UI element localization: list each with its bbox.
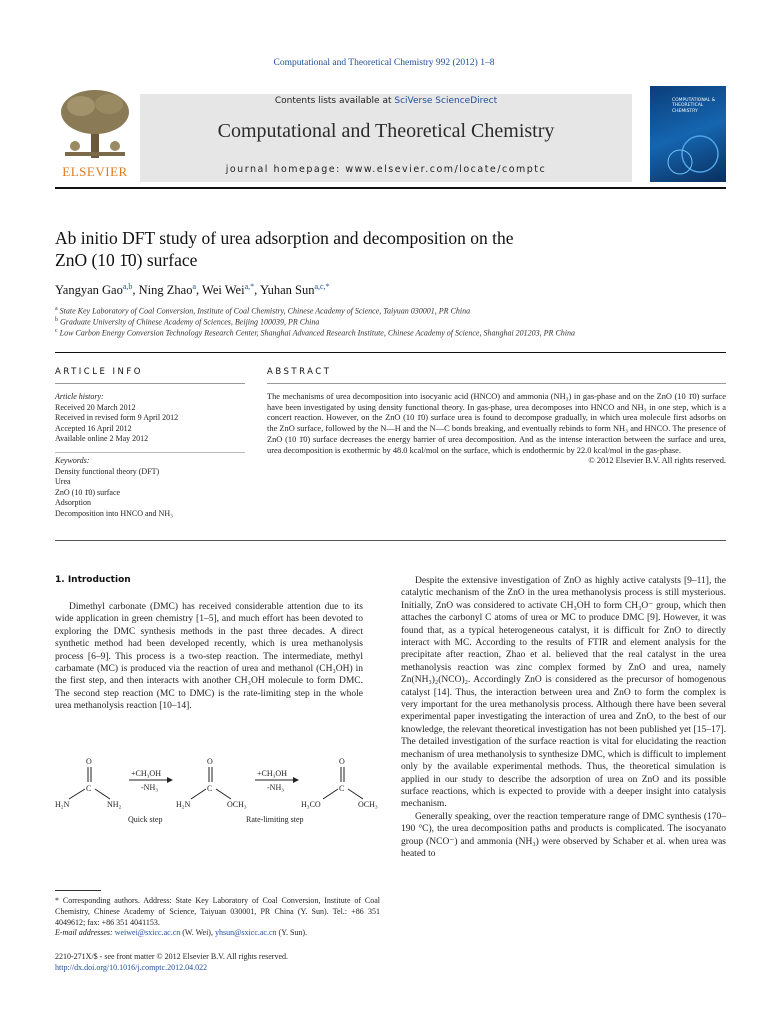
email-owner: (W. Wei),: [180, 928, 215, 938]
cover-graphic: [650, 126, 726, 182]
intro-right-column: [401, 575, 726, 860]
title-line-1: Ab initio DFT study of urea adsorption and decomposition on the: [55, 228, 514, 248]
affiliation-text: State Key Laboratory of Coal Conversion, Institute of Coal Chemistry, Chinese Academy of Science, Taiyuan 030001, PR China: [59, 306, 471, 316]
email-link[interactable]: weiwei@sxicc.ac.cn: [114, 928, 181, 938]
publisher-name: ELSEVIER: [62, 164, 128, 179]
amine-label: H₂N: [55, 800, 70, 809]
title-line-2: ZnO (10 1̄0) surface: [55, 250, 198, 270]
contents-prefix: Contents lists available at: [274, 96, 395, 106]
corresponding-author-footnote: [55, 896, 380, 939]
affiliation-mark: b: [55, 317, 58, 323]
masthead-rule: [55, 187, 726, 189]
abstract-heading: ABSTRACT: [267, 367, 332, 377]
oxygen-label: O: [339, 757, 345, 766]
corresponding-author-text: * Corresponding authors. Address: State Key Laboratory of Coal Conversion, Institute of Coal Chemistry, Chinese Academy of Science, Taiyuan 030001, PR China (Y. Sun). Tel.: +86 351 4049612; fax: +86 351 4041153.: [55, 896, 380, 927]
keyword-item: ZnO (10 1̄0) surface: [55, 487, 121, 497]
abstract-body: [267, 392, 726, 467]
abstract-copyright: © 2012 Elsevier B.V. All rights reserved.: [588, 456, 726, 466]
author-affiliation-mark[interactable]: a,b: [122, 282, 133, 291]
doi-link[interactable]: http://dx.doi.org/10.1016/j.comptc.2012.04.022: [55, 962, 208, 972]
keyword-item: Urea: [55, 477, 71, 487]
section-heading: 1. Introduction: [55, 575, 131, 585]
carbon-label: C: [86, 784, 92, 793]
quick-step-label: Quick step: [128, 815, 163, 824]
keyword-item: Adsorption: [55, 498, 91, 508]
author-name: Wei Wei: [202, 283, 245, 298]
article-info-heading: ARTICLE INFO: [55, 367, 143, 377]
sciencedirect-link[interactable]: SciVerse ScienceDirect: [394, 96, 498, 106]
keyword-item: Density functional theory (DFT): [55, 466, 160, 476]
paragraph: Generally speaking, over the reaction temperature range of DMC synthesis (170–190 °C), the urea decomposition paths and products is complicated. The isocyanato group (NCO⁻) and ammonia (NH₃) were observed by Schaber et al. when urea was heated to: [401, 811, 726, 859]
contents-line: [140, 96, 632, 106]
reagent-label: +CH₃OH: [131, 769, 161, 778]
journal-title: Computational and Theoretical Chemistry: [217, 120, 555, 142]
affiliation-mark: c: [55, 328, 58, 334]
amine-label: H₂N: [176, 800, 191, 809]
affiliation-text: Graduate University of Chinese Academy of Sciences, Beijing 100039, PR China: [60, 317, 320, 327]
author-list: [55, 282, 330, 298]
elsevier-logo: [55, 86, 135, 182]
article-info: [55, 392, 245, 520]
author-separator: ,: [254, 283, 260, 298]
article-info-rule: [55, 383, 245, 384]
oxygen-label: O: [207, 757, 213, 766]
keyword-item: Decomposition into HNCO and NH₃: [55, 508, 173, 518]
rate-limiting-step-label: Rate-limiting step: [246, 815, 304, 824]
affiliation-text: Low Carbon Energy Conversion Technology Research Center, Shanghai Advanced Research Institute, Chinese Academy of Science, Shanghai 201203, PR China: [59, 328, 575, 338]
carbon-label: C: [339, 784, 345, 793]
methoxy-label: H₃CO: [301, 800, 321, 809]
carbon-label: C: [207, 784, 213, 793]
header-bottom-rule: [55, 352, 726, 353]
affiliation-a: [55, 306, 735, 316]
reaction-scheme: [55, 755, 385, 825]
cover-title: COMPUTATIONAL & THEORETICAL CHEMISTRY: [672, 98, 716, 114]
author-affiliation-mark[interactable]: a,*: [244, 282, 255, 291]
author-separator: ,: [196, 283, 203, 298]
history-item: Received in revised form 9 April 2012: [55, 413, 179, 423]
intro-left-column: [55, 601, 363, 713]
paragraph: Dimethyl carbonate (DMC) has received considerable attention due to its wide application in green chemistry [1–5], and much effort has been devoted to exploring the DMC synthesis methods in the past three decades. A direct synthetic method had been developed recently, which is urea methanolysis process [6–9]. This process is a two-step reaction. The intermediate, methyl carbamate (MC) is produced via the reaction of urea and methanol (CH₃OH) in the first step, and then interacts with another CH₃OH molecule to form DMC. The second step reaction (MC to DMC) is the rate-limiting step in the whole urea methanolysis reaction [10–14].: [55, 602, 363, 712]
author-affiliation-mark[interactable]: a: [192, 282, 197, 291]
history-label: Article history:: [55, 392, 104, 401]
affiliation-mark: a: [55, 306, 58, 312]
author-affiliation-mark[interactable]: a,c,*: [314, 282, 330, 291]
journal-masthead: [140, 94, 632, 182]
email-line: [55, 928, 380, 939]
email-link[interactable]: yhsun@sxicc.ac.cn: [214, 928, 277, 938]
history-item: Available online 2 May 2012: [55, 434, 149, 444]
article-title: [55, 227, 655, 271]
body-top-rule: [55, 540, 726, 541]
email-label: E-mail addresses:: [55, 928, 113, 938]
author-name: Yuhan Sun: [259, 283, 315, 298]
byproduct-label: -NH₃: [141, 783, 159, 792]
journal-reference[interactable]: Computational and Theoretical Chemistry 992 (2012) 1–8: [273, 58, 495, 68]
affiliation-b: [55, 317, 735, 327]
author-name: Yangyan Gao: [55, 283, 123, 298]
abstract-rule: [267, 383, 726, 384]
history-item: Received 20 March 2012: [55, 402, 136, 412]
methoxy-label: OCH₃: [227, 800, 247, 809]
affiliation-c: [55, 328, 735, 338]
oxygen-label: O: [86, 757, 92, 766]
author-separator: ,: [132, 283, 139, 298]
history-item: Accepted 16 April 2012: [55, 423, 132, 433]
reagent-label: +CH₃OH: [257, 769, 287, 778]
issn-line: 2210-271X/$ - see front matter © 2012 Elsevier B.V. All rights reserved.: [55, 952, 288, 961]
info-divider: [55, 452, 245, 453]
author-name: Ning Zhao: [138, 283, 193, 298]
journal-homepage[interactable]: journal homepage: www.elsevier.com/locate/comptc: [225, 164, 547, 175]
email-owner: (Y. Sun).: [276, 928, 308, 938]
footnote-rule: [55, 890, 101, 891]
amine-label: NH₂: [107, 800, 122, 809]
methoxy-label: OCH₃: [358, 800, 378, 809]
paragraph: Despite the extensive investigation of ZnO as highly active catalysts [9–11], the catalytic mechanism of the ZnO in the urea methanolysis process is still mysterious. Initially, ZnO was considered to activate CH₃OH to form CH₃O⁻ group, which then attaches the carbonyl C atoms of urea or MC to produce DMC [9]. However, it was found that, as a typical heterogeneous catalyst, it is difficult for ZnO to directly interact with MC. According to the results of FTIR and element analysis for the precipitate after reaction, Zhao et al. believed that the real catalyst in the urea methanolysis reaction was zinc complex formed by ZnO and urea, namely Zn(NH₃)₂(NCO)₂. Accordingly ZnO is considered as the precursor of homogenous catalyst [14]. Thus, the interaction between urea and ZnO to form the complex is very important for the urea methanolysis process. Although there have been several experimental paper investigating the interaction of urea and ZnO, to the best of our knowledge, the relevant theoretical investigation has not been published yet [15–17]. The detailed investigation of the surface reaction is vital for elucidating the reaction mechanism of urea methanolysis to synthesize DMC, which is difficult to implement only by the available experimental methods. Thus, the theoretical simulation is applied in our study to describe the adsorption of urea on ZnO and its possible surface reactions, which is expected to provide with a deeper insight into catalysis mechanism.: [401, 576, 726, 810]
byproduct-label: -NH₃: [267, 783, 285, 792]
journal-cover-image: [650, 86, 726, 182]
front-matter: [55, 952, 475, 974]
keywords-label: Keywords:: [55, 455, 90, 465]
abstract-text: The mechanisms of urea decomposition into isocyanic acid (HNCO) and ammonia (NH₃) in gas-phase and on the ZnO (10 1̄0) surface have been investigated by using density functional theory. In gas-phase, urea decomposes into HNCO and NH₃ in one step, which is a concert reaction. However, on the ZnO (10 1̄0) surface urea is found to decompose gradually, in which urea molecule first adsorbs on the ZnO surface, followed by the N—H and the N—C bonds breaking, and eventually rebinds to form NH₃ and HNCO. The presence of ZnO (10 1̄0) surface decreases the energy barrier of urea decomposition. And as the intense interaction between the surface and urea, urea decomposition is exothermic by 48.0 kcal/mol on the surface, which is endothermic by 22.0 kcal/mol in the gas-phase.: [267, 392, 726, 455]
